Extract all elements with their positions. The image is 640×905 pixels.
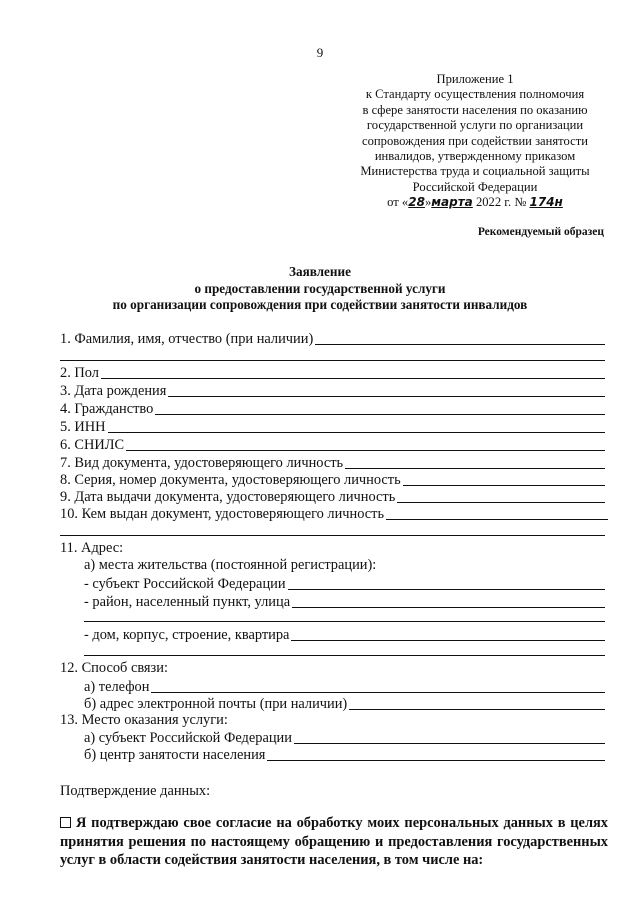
field-label: б) центр занятости населения — [84, 747, 266, 763]
field-employment-center[interactable] — [84, 746, 605, 764]
input-line[interactable] — [397, 502, 605, 503]
field-label: 8. Серия, номер документа, удостоверяющего личность — [60, 472, 401, 488]
document-title — [0, 264, 640, 314]
input-line-continued[interactable] — [84, 655, 605, 656]
field-label: 7. Вид документа, удостоверяющего личность — [60, 455, 344, 471]
appendix-line: Приложение 1 — [436, 72, 514, 86]
input-line-continued[interactable] — [84, 621, 605, 622]
field-label: - район, населенный пункт, улица — [84, 594, 291, 610]
field-label: 3. Дата рождения — [60, 383, 167, 399]
recommended-sample-label: Рекомендуемый образец — [477, 226, 604, 238]
field-residence-region[interactable] — [84, 575, 605, 593]
input-line-continued[interactable] — [60, 360, 605, 361]
field-sex[interactable] — [60, 364, 605, 382]
consent-checkbox[interactable] — [60, 817, 71, 828]
consent-paragraph — [60, 814, 608, 870]
field-id-document-issue-date[interactable] — [60, 488, 605, 506]
input-line[interactable] — [294, 743, 605, 744]
input-line[interactable] — [168, 396, 605, 397]
input-line[interactable] — [291, 640, 605, 641]
field-id-document-issuer[interactable] — [60, 505, 608, 523]
title-line-2: о предоставлении государственной услуги — [194, 280, 446, 296]
appendix-line: государственной услуги по организации — [366, 118, 584, 133]
field-label: 5. ИНН — [60, 419, 106, 435]
field-email[interactable] — [84, 695, 605, 713]
input-line[interactable] — [386, 519, 608, 520]
input-line[interactable] — [349, 709, 605, 710]
field-label: б) адрес электронной почты (при наличии) — [84, 696, 348, 712]
input-line[interactable] — [155, 414, 605, 415]
date-year: 2022 г. № — [472, 195, 530, 210]
field-full-name[interactable] — [60, 330, 605, 348]
input-line[interactable] — [126, 450, 605, 451]
field-label: 2. Пол — [60, 365, 99, 381]
field-label: 9. Дата выдачи документа, удостоверяющего личность — [60, 489, 396, 505]
input-line[interactable] — [345, 468, 605, 469]
field-label: 1. Фамилия, имя, отчество (при наличии) — [60, 331, 314, 347]
field-residence-street[interactable] — [84, 593, 605, 611]
appendix-line: сопровождения при содействии занятости — [362, 133, 588, 148]
appendix-line: Министерства труда и социальной защиты — [360, 164, 590, 179]
date-mid: » — [424, 195, 432, 210]
confirmation-heading: Подтверждение данных: — [60, 783, 211, 799]
field-phone[interactable] — [84, 678, 605, 696]
input-line-continued[interactable] — [60, 535, 605, 536]
field-residence-house[interactable] — [84, 626, 605, 644]
appendix-line: инвалидов, утвержденному приказом — [374, 149, 576, 164]
title-line-3: по организации сопровождения при содействии занятости инвалидов — [112, 297, 528, 312]
field-snils[interactable] — [60, 436, 605, 454]
handwritten-day: 28 — [408, 195, 425, 210]
residence-subheading: а) места жительства (постоянной регистрации): — [84, 557, 377, 573]
input-line[interactable] — [151, 692, 605, 693]
field-label: а) телефон — [84, 679, 150, 695]
field-service-region[interactable] — [84, 729, 605, 747]
order-date-line — [340, 195, 610, 210]
input-line[interactable] — [108, 432, 605, 433]
field-label: - дом, корпус, строение, квартира — [84, 627, 290, 643]
handwritten-order-number: 174н — [529, 195, 563, 210]
field-birth-date[interactable] — [60, 382, 605, 400]
field-id-document-number[interactable] — [60, 471, 605, 489]
contact-method-heading: 12. Способ связи: — [60, 660, 168, 676]
appendix-line: в сфере занятости населения по оказанию — [362, 102, 588, 117]
input-line[interactable] — [288, 589, 605, 590]
service-location-heading: 13. Место оказания услуги: — [60, 712, 228, 728]
input-line[interactable] — [267, 760, 605, 761]
appendix-line: к Стандарту осуществления полномочия — [365, 87, 585, 102]
page-number: 9 — [316, 45, 324, 60]
consent-text: Я подтверждаю свое согласие на обработку моих персональных данных в целях принятия решения по настоящему обращению и предоставления государственных услуг в области содействия занятости населения, в том числе на: — [60, 815, 608, 869]
input-line[interactable] — [292, 607, 605, 608]
title-line-1: Заявление — [289, 264, 351, 279]
appendix-header — [340, 72, 610, 211]
address-heading: 11. Адрес: — [60, 540, 124, 556]
date-prefix: от « — [387, 195, 409, 210]
handwritten-month: марта — [431, 195, 473, 210]
field-citizenship[interactable] — [60, 400, 605, 418]
input-line[interactable] — [101, 378, 605, 379]
field-label: а) субъект Российской Федерации — [84, 730, 292, 746]
field-id-document-type[interactable] — [60, 454, 605, 472]
field-inn[interactable] — [60, 418, 605, 436]
appendix-line: Российской Федерации — [412, 179, 538, 194]
input-line[interactable] — [315, 344, 605, 345]
field-label: 6. СНИЛС — [60, 437, 125, 453]
field-label: 10. Кем выдан документ, удостоверяющего личность — [60, 506, 385, 522]
input-line[interactable] — [403, 485, 605, 486]
field-label: 4. Гражданство — [60, 401, 154, 417]
field-label: - субъект Российской Федерации — [84, 576, 286, 592]
